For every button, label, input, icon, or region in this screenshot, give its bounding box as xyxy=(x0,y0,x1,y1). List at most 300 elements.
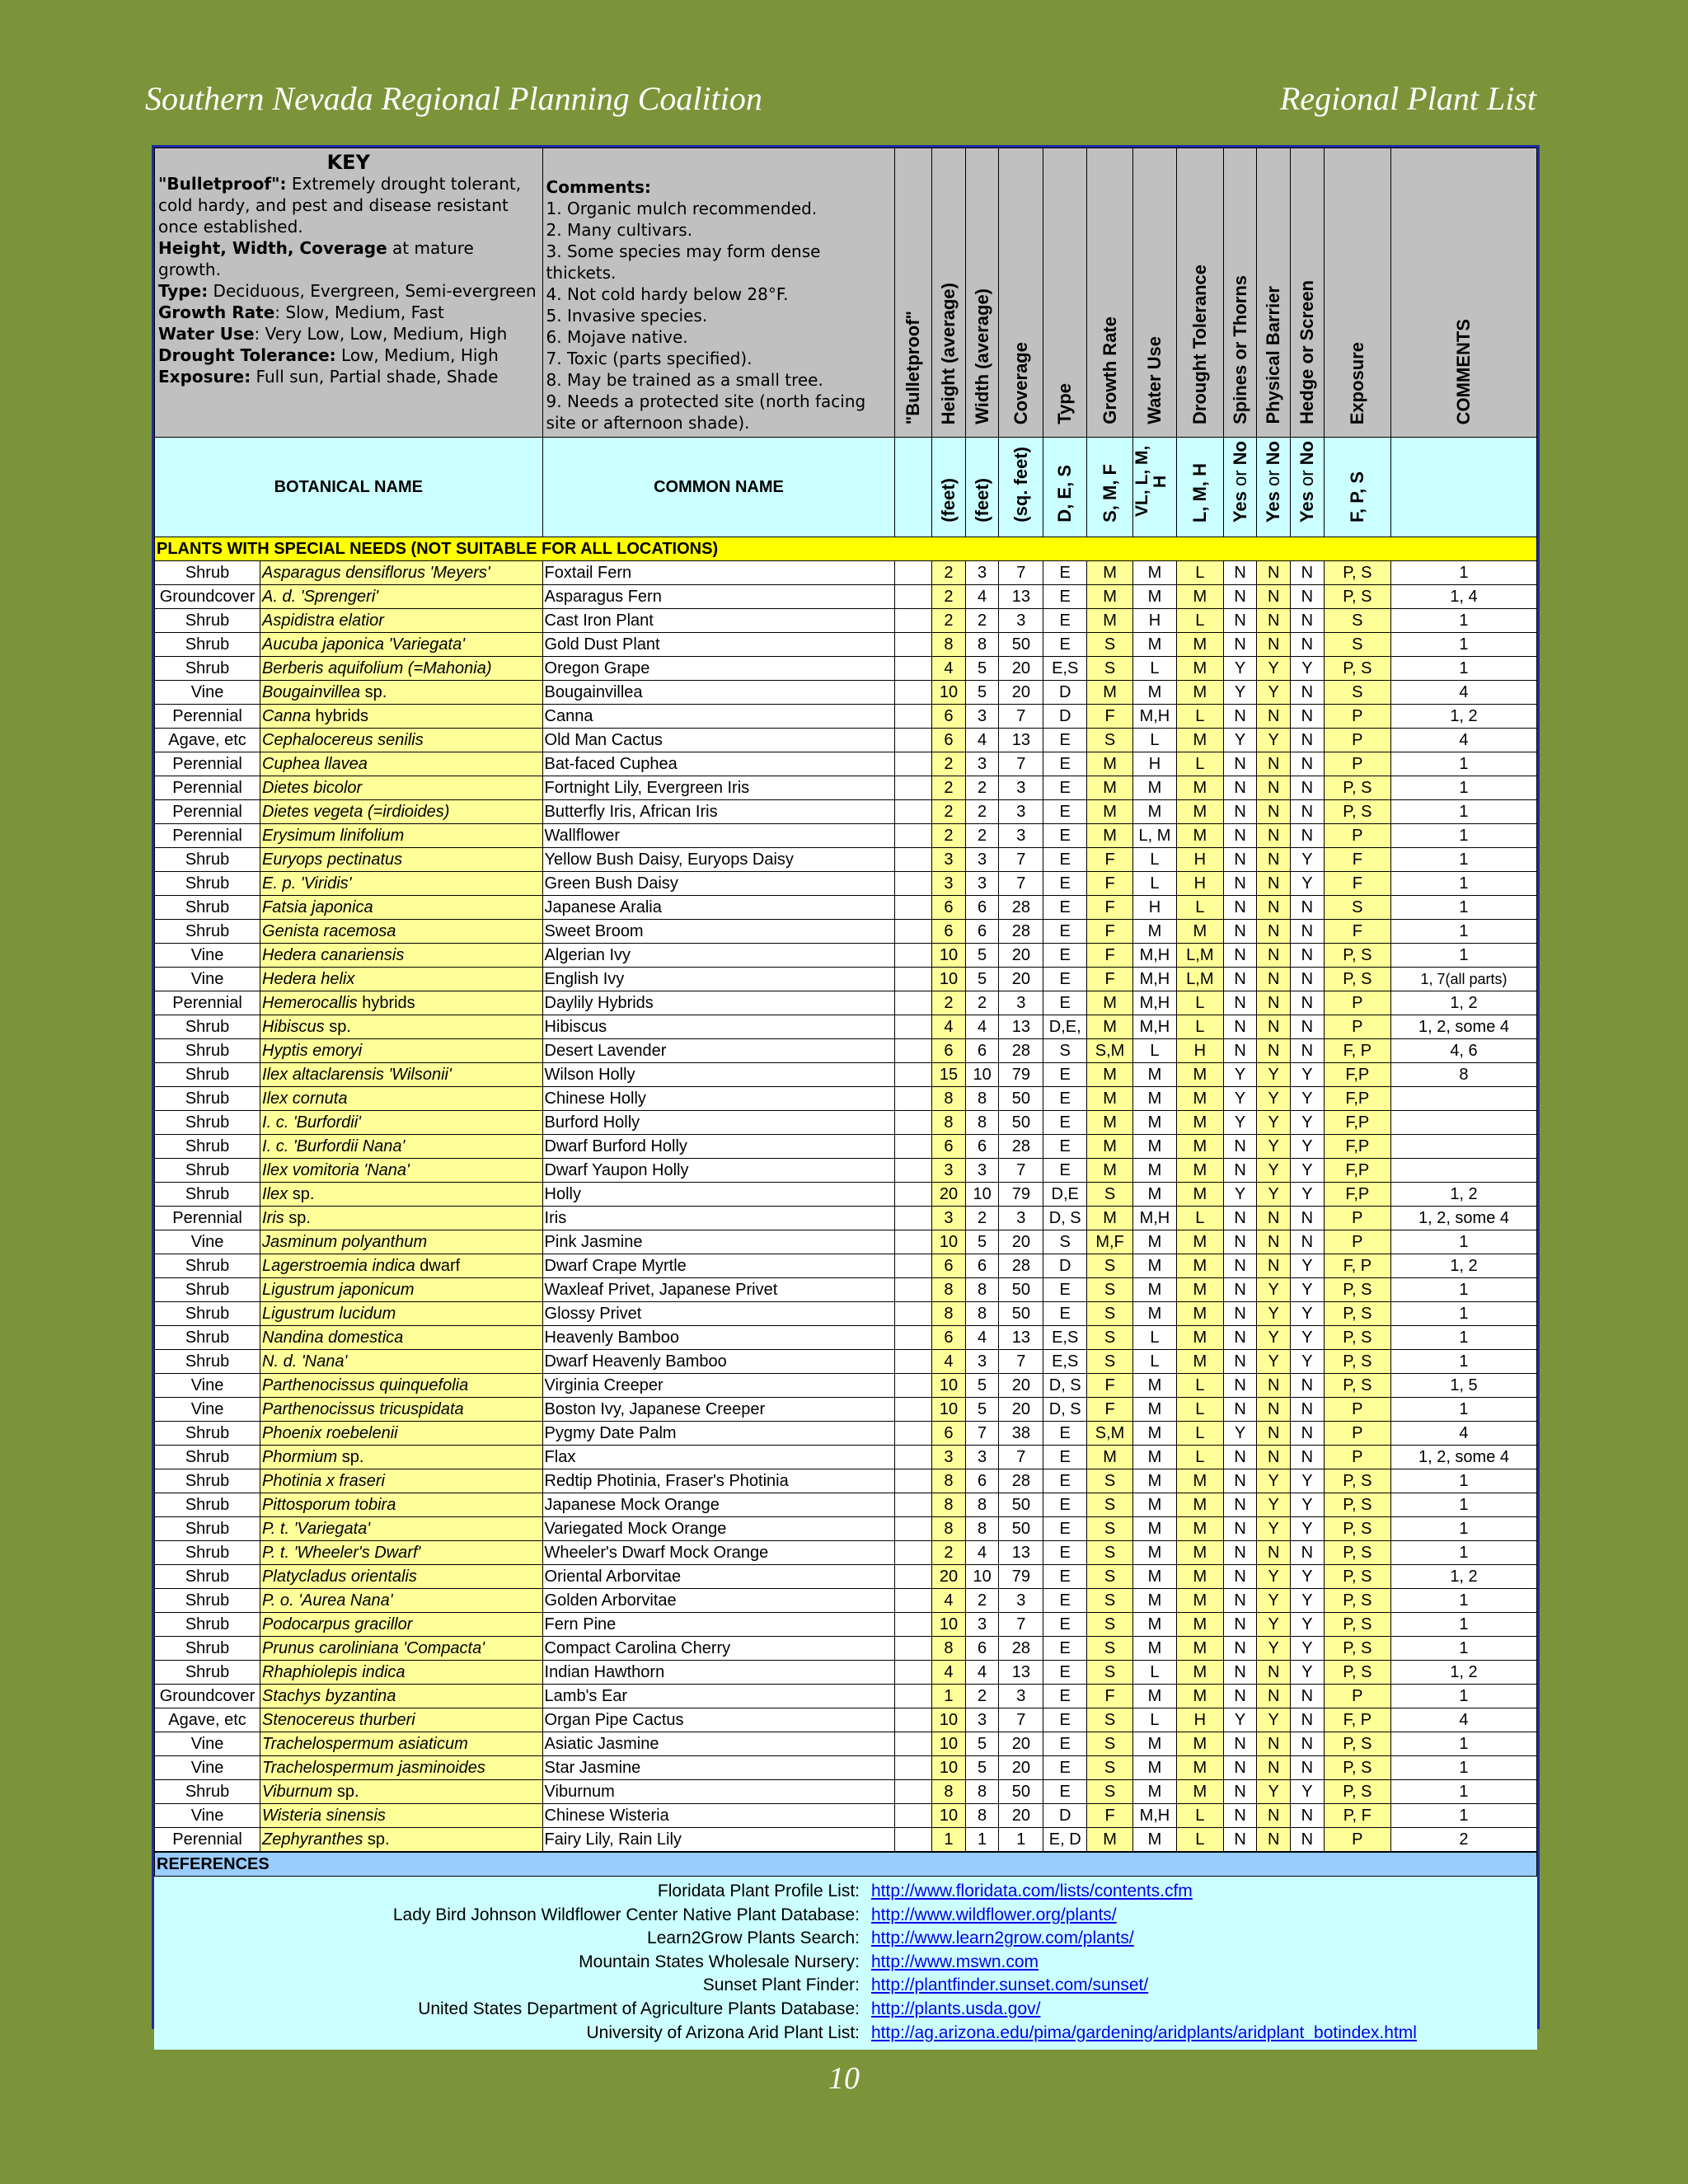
cell-height: 3 xyxy=(932,1159,966,1183)
cell-bulletproof xyxy=(895,872,932,896)
cell-drought-tolerance: M xyxy=(1176,681,1223,705)
cell-spines: Y xyxy=(1223,1183,1257,1207)
comment-item: 1. Organic mulch recommended. xyxy=(546,199,818,218)
cell-drought-tolerance: L xyxy=(1176,896,1223,920)
reference-link[interactable]: http://www.wildflower.org/plants/ xyxy=(871,1905,1117,1924)
cell-bulletproof xyxy=(895,1756,932,1780)
botanical-name: Nandina domestica xyxy=(260,1326,543,1350)
unit-spines: Yes or No xyxy=(1223,438,1257,537)
cell-comments: 1 xyxy=(1390,1326,1536,1350)
reference-link[interactable]: http://ag.arizona.edu/pima/gardening/aridplants/aridplant_botindex.html xyxy=(871,2022,1417,2042)
table-row xyxy=(155,1015,1537,1039)
cell-exposure: P, S xyxy=(1324,1541,1390,1565)
cell-water-use: L xyxy=(1133,729,1177,752)
cell-type-code: E xyxy=(1043,1063,1087,1087)
cell-bulletproof xyxy=(895,1422,932,1446)
cell-barrier: N xyxy=(1257,848,1291,872)
cell-type-code: E, D xyxy=(1043,1828,1087,1852)
botanical-name: Lagerstroemia indica dwarf xyxy=(260,1254,543,1278)
cell-barrier: Y xyxy=(1257,1493,1291,1517)
botanical-name: Hemerocallis hybrids xyxy=(260,991,543,1015)
cell-bulletproof xyxy=(895,1063,932,1087)
cell-coverage: 13 xyxy=(999,585,1043,609)
cell-hedge: N xyxy=(1291,1207,1325,1230)
cell-height: 8 xyxy=(932,1637,966,1661)
cell-height: 1 xyxy=(932,1828,966,1852)
cell-barrier: N xyxy=(1257,1756,1291,1780)
cell-type-code: E xyxy=(1043,824,1087,848)
cell-height: 8 xyxy=(932,1278,966,1302)
cell-type-code: E xyxy=(1043,944,1087,968)
common-name: English Ivy xyxy=(542,968,895,991)
cell-barrier: N xyxy=(1257,872,1291,896)
cell-type-code: S xyxy=(1043,1039,1087,1063)
cell-spines: N xyxy=(1223,752,1257,776)
cell-exposure: P, S xyxy=(1324,1326,1390,1350)
cell-growth-rate: S xyxy=(1087,729,1133,752)
cell-coverage: 50 xyxy=(999,1780,1043,1804)
botanical-name: Viburnum sp. xyxy=(260,1780,543,1804)
cell-type-code: D, S xyxy=(1043,1207,1087,1230)
cell-drought-tolerance: L xyxy=(1176,1422,1223,1446)
cell-type-code: E xyxy=(1043,729,1087,752)
cell-type-code: E xyxy=(1043,1159,1087,1183)
cell-bulletproof xyxy=(895,1111,932,1135)
cell-spines: N xyxy=(1223,896,1257,920)
cell-bulletproof xyxy=(895,705,932,729)
cell-exposure: F xyxy=(1324,872,1390,896)
cell-hedge: Y xyxy=(1291,1493,1325,1517)
common-name: Canna xyxy=(542,705,895,729)
cell-barrier: Y xyxy=(1257,1111,1291,1135)
cell-spines: N xyxy=(1223,1613,1257,1637)
cell-drought-tolerance: L xyxy=(1176,1207,1223,1230)
cell-width: 4 xyxy=(965,585,999,609)
cell-type-code: E xyxy=(1043,1661,1087,1685)
botanical-name: Jasminum polyanthum xyxy=(260,1230,543,1254)
botanical-name: Ligustrum lucidum xyxy=(260,1302,543,1326)
plant-type: Perennial xyxy=(155,705,260,729)
cell-drought-tolerance: M xyxy=(1176,1302,1223,1326)
col-width: Width (average) xyxy=(965,148,999,438)
cell-hedge: N xyxy=(1291,896,1325,920)
cell-exposure: P, S xyxy=(1324,1469,1390,1493)
cell-growth-rate: M xyxy=(1087,585,1133,609)
cell-coverage: 28 xyxy=(999,1637,1043,1661)
cell-water-use: M xyxy=(1133,1469,1177,1493)
cell-drought-tolerance: L xyxy=(1176,1374,1223,1398)
cell-width: 2 xyxy=(965,1589,999,1613)
cell-type-code: E xyxy=(1043,585,1087,609)
table-row xyxy=(155,1517,1537,1541)
botanical-name: Phormium sp. xyxy=(260,1446,543,1469)
cell-drought-tolerance: M xyxy=(1176,1326,1223,1350)
plant-type: Vine xyxy=(155,1374,260,1398)
cell-barrier: N xyxy=(1257,633,1291,657)
table-row xyxy=(155,1039,1537,1063)
table-row xyxy=(155,1398,1537,1422)
references-list xyxy=(154,1877,1537,2050)
cell-height: 4 xyxy=(932,1015,966,1039)
cell-hedge: N xyxy=(1291,1708,1325,1732)
cell-type-code: E xyxy=(1043,800,1087,824)
cell-barrier: N xyxy=(1257,609,1291,633)
cell-exposure: P xyxy=(1324,1422,1390,1446)
cell-bulletproof xyxy=(895,609,932,633)
cell-growth-rate: S xyxy=(1087,1278,1133,1302)
botanical-name: Prunus caroliniana 'Compacta' xyxy=(260,1637,543,1661)
cell-comments: 1 xyxy=(1390,1350,1536,1374)
cell-water-use: M xyxy=(1133,1637,1177,1661)
cell-water-use: M xyxy=(1133,1159,1177,1183)
cell-hedge: N xyxy=(1291,800,1325,824)
cell-comments xyxy=(1390,1159,1536,1183)
cell-width: 7 xyxy=(965,1422,999,1446)
reference-link[interactable]: http://plants.usda.gov/ xyxy=(871,1999,1041,2018)
common-name: Wallflower xyxy=(542,824,895,848)
cell-hedge: Y xyxy=(1291,1159,1325,1183)
cell-height: 8 xyxy=(932,633,966,657)
cell-spines: Y xyxy=(1223,1063,1257,1087)
cell-bulletproof xyxy=(895,1780,932,1804)
botanical-name: Parthenocissus quinquefolia xyxy=(260,1374,543,1398)
cell-hedge: N xyxy=(1291,1015,1325,1039)
cell-spines: N xyxy=(1223,1493,1257,1517)
cell-height: 4 xyxy=(932,1350,966,1374)
common-name: Dwarf Burford Holly xyxy=(542,1135,895,1159)
plant-type: Shrub xyxy=(155,1278,260,1302)
cell-growth-rate: M xyxy=(1087,1828,1133,1852)
cell-width: 3 xyxy=(965,848,999,872)
cell-width: 2 xyxy=(965,776,999,800)
cell-water-use: M xyxy=(1133,1565,1177,1589)
cell-drought-tolerance: M xyxy=(1176,1517,1223,1541)
cell-coverage: 28 xyxy=(999,1254,1043,1278)
cell-comments: 1 xyxy=(1390,848,1536,872)
cell-type-code: D, S xyxy=(1043,1374,1087,1398)
cell-comments: 1 xyxy=(1390,1278,1536,1302)
cell-coverage: 3 xyxy=(999,1589,1043,1613)
cell-water-use: M,H xyxy=(1133,968,1177,991)
cell-height: 10 xyxy=(932,1398,966,1422)
cell-water-use: H xyxy=(1133,609,1177,633)
cell-barrier: N xyxy=(1257,1661,1291,1685)
cell-water-use: M xyxy=(1133,1398,1177,1422)
cell-barrier: Y xyxy=(1257,1135,1291,1159)
cell-barrier: Y xyxy=(1257,1183,1291,1207)
cell-width: 8 xyxy=(965,1780,999,1804)
cell-hedge: Y xyxy=(1291,1469,1325,1493)
cell-drought-tolerance: M xyxy=(1176,1637,1223,1661)
plant-type: Shrub xyxy=(155,920,260,944)
cell-growth-rate: M xyxy=(1087,1111,1133,1135)
cell-comments: 1 xyxy=(1390,1780,1536,1804)
cell-height: 10 xyxy=(932,1708,966,1732)
cell-width: 5 xyxy=(965,968,999,991)
cell-water-use: M xyxy=(1133,1685,1177,1708)
botanical-name: P. t. 'Wheeler's Dwarf' xyxy=(260,1541,543,1565)
common-name: Organ Pipe Cactus xyxy=(542,1708,895,1732)
cell-hedge: Y xyxy=(1291,1063,1325,1087)
references-table xyxy=(154,1852,1537,1877)
cell-comments: 4, 6 xyxy=(1390,1039,1536,1063)
cell-drought-tolerance: M xyxy=(1176,1135,1223,1159)
cell-coverage: 13 xyxy=(999,1541,1043,1565)
cell-drought-tolerance: M xyxy=(1176,1589,1223,1613)
reference-link[interactable]: http://www.learn2grow.com/plants/ xyxy=(871,1929,1134,1948)
cell-growth-rate: F xyxy=(1087,1804,1133,1828)
cell-coverage: 28 xyxy=(999,1469,1043,1493)
cell-coverage: 13 xyxy=(999,1015,1043,1039)
botanical-name: Berberis aquifolium (=Mahonia) xyxy=(260,657,543,681)
cell-barrier: N xyxy=(1257,1254,1291,1278)
cell-growth-rate: S xyxy=(1087,1708,1133,1732)
cell-bulletproof xyxy=(895,585,932,609)
botanical-name: Erysimum linifolium xyxy=(260,824,543,848)
plant-type: Vine xyxy=(155,944,260,968)
plant-type: Shrub xyxy=(155,561,260,585)
common-name: Boston Ivy, Japanese Creeper xyxy=(542,1398,895,1422)
cell-barrier: Y xyxy=(1257,1613,1291,1637)
table-row xyxy=(155,1541,1537,1565)
cell-hedge: N xyxy=(1291,968,1325,991)
cell-comments: 1 xyxy=(1390,944,1536,968)
cell-hedge: Y xyxy=(1291,1661,1325,1685)
cell-bulletproof xyxy=(895,1661,932,1685)
cell-bulletproof xyxy=(895,752,932,776)
cell-height: 2 xyxy=(932,561,966,585)
plant-type: Shrub xyxy=(155,1446,260,1469)
reference-row xyxy=(154,1927,1537,1951)
cell-drought-tolerance: M xyxy=(1176,1183,1223,1207)
cell-water-use: M xyxy=(1133,1302,1177,1326)
plant-type: Shrub xyxy=(155,1780,260,1804)
cell-growth-rate: F xyxy=(1087,1398,1133,1422)
cell-drought-tolerance: M xyxy=(1176,1541,1223,1565)
cell-barrier: N xyxy=(1257,1828,1291,1852)
cell-exposure: P, S xyxy=(1324,1756,1390,1780)
cell-water-use: L xyxy=(1133,1708,1177,1732)
cell-type-code: D,E xyxy=(1043,1183,1087,1207)
cell-bulletproof xyxy=(895,896,932,920)
cell-width: 4 xyxy=(965,1326,999,1350)
cell-type-code: E xyxy=(1043,1565,1087,1589)
cell-coverage: 7 xyxy=(999,848,1043,872)
botanical-name: Stenocereus thurberi xyxy=(260,1708,543,1732)
cell-hedge: Y xyxy=(1291,1302,1325,1326)
cell-hedge: Y xyxy=(1291,1278,1325,1302)
unit-growth: S, M, F xyxy=(1087,438,1133,537)
cell-coverage: 28 xyxy=(999,920,1043,944)
plant-type: Shrub xyxy=(155,1063,260,1087)
cell-water-use: M xyxy=(1133,1756,1177,1780)
cell-width: 3 xyxy=(965,705,999,729)
unit-type: D, E, S xyxy=(1043,438,1087,537)
cell-bulletproof xyxy=(895,991,932,1015)
common-name: Wheeler's Dwarf Mock Orange xyxy=(542,1541,895,1565)
cell-coverage: 20 xyxy=(999,1374,1043,1398)
common-name: Wilson Holly xyxy=(542,1063,895,1087)
cell-drought-tolerance: M xyxy=(1176,776,1223,800)
cell-barrier: N xyxy=(1257,1207,1291,1230)
cell-drought-tolerance: L xyxy=(1176,705,1223,729)
comment-item: 7. Toxic (parts specified). xyxy=(546,349,753,368)
common-name: Daylily Hybrids xyxy=(542,991,895,1015)
header-right-title: Regional Plant List xyxy=(1279,80,1536,117)
cell-drought-tolerance: H xyxy=(1176,872,1223,896)
cell-width: 5 xyxy=(965,944,999,968)
cell-type-code: E xyxy=(1043,1589,1087,1613)
cell-barrier: N xyxy=(1257,752,1291,776)
cell-coverage: 20 xyxy=(999,1732,1043,1756)
common-name: Yellow Bush Daisy, Euryops Daisy xyxy=(542,848,895,872)
cell-exposure: P, S xyxy=(1324,1589,1390,1613)
cell-exposure: F,P xyxy=(1324,1135,1390,1159)
cell-spines: N xyxy=(1223,1446,1257,1469)
cell-hedge: N xyxy=(1291,920,1325,944)
cell-comments: 1, 2 xyxy=(1390,991,1536,1015)
table-row xyxy=(155,991,1537,1015)
cell-growth-rate: S xyxy=(1087,1469,1133,1493)
cell-barrier: N xyxy=(1257,824,1291,848)
cell-bulletproof xyxy=(895,1589,932,1613)
cell-coverage: 7 xyxy=(999,1708,1043,1732)
table-row xyxy=(155,1613,1537,1637)
common-name: Burford Holly xyxy=(542,1111,895,1135)
cell-exposure: P, S xyxy=(1324,1517,1390,1541)
cell-type-code: E xyxy=(1043,752,1087,776)
botanical-name: Hedera helix xyxy=(260,968,543,991)
table-row xyxy=(155,1374,1537,1398)
comment-item: 6. Mojave native. xyxy=(546,327,688,347)
cell-growth-rate: S xyxy=(1087,1350,1133,1374)
cell-coverage: 20 xyxy=(999,968,1043,991)
table-row xyxy=(155,1230,1537,1254)
cell-hedge: Y xyxy=(1291,1326,1325,1350)
cell-growth-rate: M xyxy=(1087,991,1133,1015)
cell-hedge: Y xyxy=(1291,1087,1325,1111)
cell-hedge: Y xyxy=(1291,848,1325,872)
cell-bulletproof xyxy=(895,1517,932,1541)
cell-water-use: M,H xyxy=(1133,991,1177,1015)
unit-exposure: F, P, S xyxy=(1324,438,1390,537)
cell-comments: 1 xyxy=(1390,896,1536,920)
table-row xyxy=(155,1804,1537,1828)
cell-drought-tolerance: M xyxy=(1176,1111,1223,1135)
common-name: Hibiscus xyxy=(542,1015,895,1039)
cell-height: 1 xyxy=(932,1685,966,1708)
common-name: Bat-faced Cuphea xyxy=(542,752,895,776)
common-name: Chinese Holly xyxy=(542,1087,895,1111)
cell-hedge: N xyxy=(1291,1398,1325,1422)
common-name: Oregon Grape xyxy=(542,657,895,681)
cell-width: 2 xyxy=(965,991,999,1015)
cell-coverage: 7 xyxy=(999,1446,1043,1469)
cell-barrier: N xyxy=(1257,1015,1291,1039)
cell-growth-rate: F xyxy=(1087,968,1133,991)
cell-type-code: E xyxy=(1043,991,1087,1015)
plant-type: Shrub xyxy=(155,657,260,681)
common-name: Variegated Mock Orange xyxy=(542,1517,895,1541)
cell-hedge: N xyxy=(1291,681,1325,705)
cell-exposure: P xyxy=(1324,1828,1390,1852)
cell-exposure: P xyxy=(1324,1207,1390,1230)
cell-water-use: M,H xyxy=(1133,1207,1177,1230)
common-name: Bougainvillea xyxy=(542,681,895,705)
cell-height: 2 xyxy=(932,824,966,848)
reference-link[interactable]: http://plantfinder.sunset.com/sunset/ xyxy=(871,1975,1149,1995)
cell-width: 10 xyxy=(965,1565,999,1589)
plant-list-sheet xyxy=(152,145,1540,2042)
cell-barrier: Y xyxy=(1257,1565,1291,1589)
cell-water-use: L xyxy=(1133,872,1177,896)
table-row xyxy=(155,1111,1537,1135)
cell-coverage: 79 xyxy=(999,1183,1043,1207)
cell-barrier: N xyxy=(1257,896,1291,920)
botanical-name: Aucuba japonica 'Variegata' xyxy=(260,633,543,657)
cell-exposure: F xyxy=(1324,920,1390,944)
cell-bulletproof xyxy=(895,1015,932,1039)
cell-spines: N xyxy=(1223,1828,1257,1852)
cell-spines: N xyxy=(1223,1804,1257,1828)
cell-drought-tolerance: M xyxy=(1176,1350,1223,1374)
common-name: Butterfly Iris, African Iris xyxy=(542,800,895,824)
cell-drought-tolerance: M xyxy=(1176,585,1223,609)
plant-type: Shrub xyxy=(155,1637,260,1661)
col-exposure: Exposure xyxy=(1324,148,1390,438)
table-row xyxy=(155,1589,1537,1613)
cell-height: 6 xyxy=(932,920,966,944)
cell-hedge: N xyxy=(1291,1230,1325,1254)
cell-hedge: Y xyxy=(1291,1111,1325,1135)
cell-growth-rate: F xyxy=(1087,872,1133,896)
cell-growth-rate: S xyxy=(1087,1637,1133,1661)
cell-spines: N xyxy=(1223,824,1257,848)
cell-hedge: Y xyxy=(1291,1613,1325,1637)
common-name-header: COMMON NAME xyxy=(542,438,895,537)
cell-coverage: 28 xyxy=(999,1039,1043,1063)
cell-drought-tolerance: M xyxy=(1176,1685,1223,1708)
plant-type: Shrub xyxy=(155,1613,260,1637)
cell-water-use: M xyxy=(1133,1254,1177,1278)
plant-type: Perennial xyxy=(155,1207,260,1230)
key-line: Growth Rate: Slow, Medium, Fast xyxy=(158,302,444,322)
cell-growth-rate: M,F xyxy=(1087,1230,1133,1254)
table-row xyxy=(155,1661,1537,1685)
reference-link[interactable]: http://www.mswn.com xyxy=(871,1952,1039,1971)
reference-link[interactable]: http://www.floridata.com/lists/contents.cfm xyxy=(871,1882,1193,1900)
cell-bulletproof xyxy=(895,944,932,968)
table-row xyxy=(155,1780,1537,1804)
cell-barrier: N xyxy=(1257,705,1291,729)
cell-height: 8 xyxy=(932,1469,966,1493)
plant-table xyxy=(154,148,1537,1852)
cell-drought-tolerance: H xyxy=(1176,1039,1223,1063)
cell-width: 3 xyxy=(965,872,999,896)
cell-exposure: P, S xyxy=(1324,944,1390,968)
plant-type: Perennial xyxy=(155,800,260,824)
cell-width: 8 xyxy=(965,1278,999,1302)
cell-bulletproof xyxy=(895,1732,932,1756)
cell-height: 10 xyxy=(932,1732,966,1756)
cell-coverage: 13 xyxy=(999,1661,1043,1685)
cell-coverage: 20 xyxy=(999,1398,1043,1422)
cell-height: 6 xyxy=(932,1326,966,1350)
cell-bulletproof xyxy=(895,848,932,872)
botanical-name: Ilex cornuta xyxy=(260,1087,543,1111)
botanical-name: Pittosporum tobira xyxy=(260,1493,543,1517)
cell-comments: 1, 2 xyxy=(1390,1183,1536,1207)
